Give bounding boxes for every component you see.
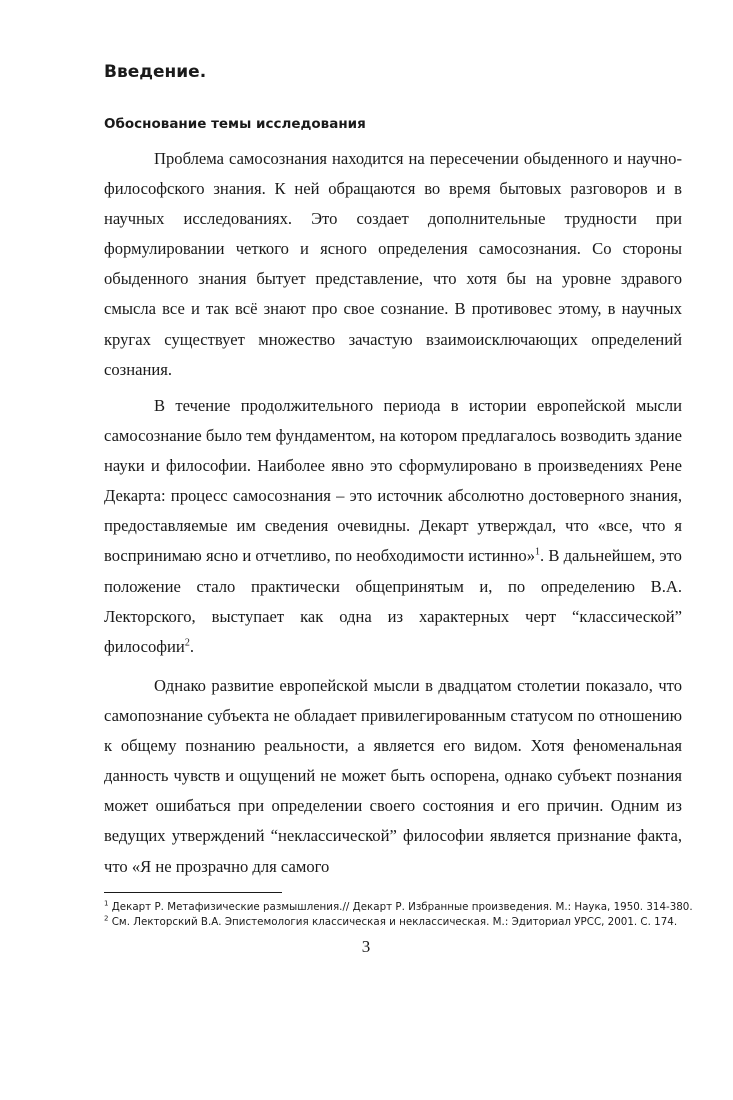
footnote-ref-1[interactable]: 1 bbox=[535, 546, 540, 558]
footnote-divider bbox=[104, 892, 282, 893]
footnote-ref-2[interactable]: 2 bbox=[184, 637, 190, 649]
paragraph-2 bbox=[104, 391, 682, 662]
paragraph-2-part-c: . bbox=[189, 636, 194, 656]
footnote-2 bbox=[104, 915, 704, 930]
footnotes bbox=[104, 900, 704, 930]
page-heading: Введение. bbox=[104, 62, 207, 82]
section-subheading: Обоснование темы исследования bbox=[104, 116, 366, 132]
paragraph-2-part-a: В течение продолжительного периода в истории европейской мысли самосознание было тем фундаментом, на котором предлагалось возводить здание науки и философии. Наиболее явно это сформулировано в произведениях Рене Декарта: процесс самосознания – это источник абсолютно достоверного знания, предоставляемые им сведения очевидны. Декарт утверждал, что «все, что я воспринимаю ясно и отчетливо, по необходимости истинно» bbox=[104, 396, 682, 566]
footnote-1-text: Декарт Р. Метафизические размышления.// Декарт Р. Избранные произведения. М.: Наука, 1950. 314-380. bbox=[108, 901, 693, 913]
page-number: 3 bbox=[361, 937, 371, 956]
footnote-mark-1: 1 bbox=[104, 899, 109, 908]
paragraph-3: Однако развитие европейской мысли в двадцатом столетии показало, что самопознание субъекта не обладает привилегированным статусом по отношению к общему познанию реальности, а является его видом. Хотя феноменальная данность чувств и ощущений не может быть оспорена, однако субъект познания может ошибаться при определении своего состояния и его причин. Одним из ведущих утверждений “неклассической” философии является признание факта, что «Я не прозрачно для самого bbox=[104, 676, 682, 876]
footnote-mark-2: 2 bbox=[104, 914, 109, 923]
paragraph-2-part-b: . В дальнейшем, это положение стало практически общепринятым и, по определению В.А. Лекторского, выступает как одна из характерных черт “классической” философии bbox=[104, 546, 682, 656]
footnote-2-text: См. Лекторский В.А. Эпистемология классическая и неклассическая. М.: Эдиториал УРСС, 2001. С. 174. bbox=[108, 916, 678, 928]
footnote-1 bbox=[104, 900, 704, 915]
paragraph-1: Проблема самосознания находится на пересечении обыденного и научно-философского знания. К ней обращаются во время бытовых разговоров и в научных исследованиях. Это создает дополнительные трудности при формулировании четкого и ясного определения самосознания. Со стороны обыденного знания бытует представление, что хотя бы на уровне здравого смысла все и так всё знают про свое сознание. В противовес этому, в научных кругах существует множество зачастую взаимоисключающих определений сознания. bbox=[104, 149, 682, 379]
